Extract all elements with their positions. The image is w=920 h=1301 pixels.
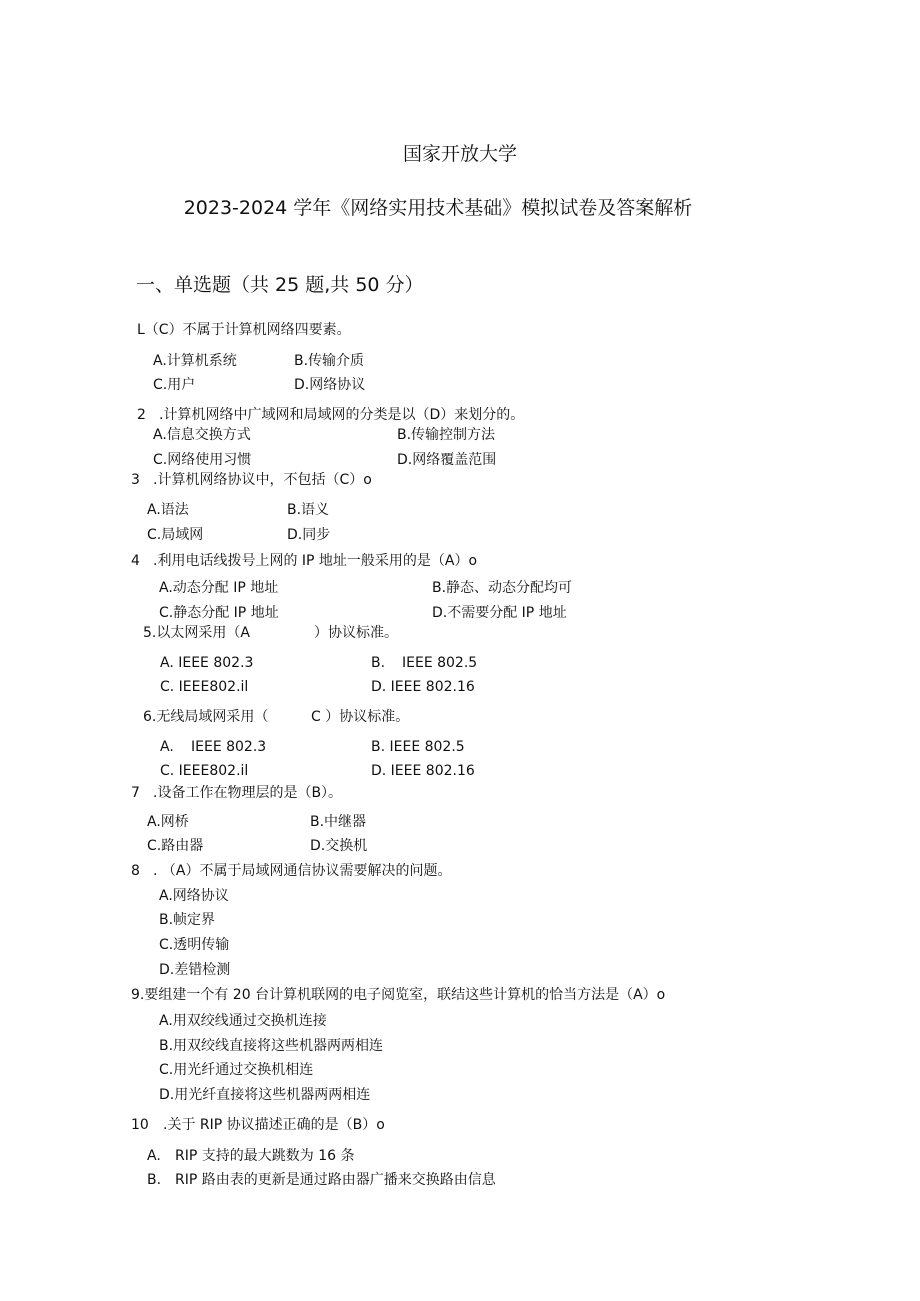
- option-b: B.传输控制方法: [397, 427, 496, 443]
- option-a: A.用双绞线通过交换机连接: [159, 1013, 327, 1029]
- question-number: 10: [131, 1117, 149, 1133]
- option-a: A.: [160, 739, 174, 755]
- option-a: A.动态分配 IP 地址: [159, 580, 279, 596]
- option-b: B.静态、动态分配均可: [432, 580, 573, 596]
- option-c: C. IEEE802.il: [160, 763, 249, 779]
- option-b-text: RIP 路由表的更新是通过路由器广播来交换路由信息: [175, 1172, 496, 1188]
- option-c: C.静态分配 IP 地址: [159, 605, 279, 621]
- question-stem: .利用电话线拨号上网的 IP 地址一般采用的是（A）o: [153, 553, 478, 569]
- question-number: 2: [137, 407, 146, 423]
- option-d: D. IEEE 802.16: [371, 763, 475, 779]
- option-d: D.差错检测: [159, 962, 231, 978]
- option-a: A.网桥: [147, 814, 189, 830]
- question-stem: .设备工作在物理层的是（B）。: [153, 785, 343, 801]
- option-b: B.中继器: [310, 814, 367, 830]
- question-number: 3: [131, 472, 140, 488]
- option-a: A.计算机系统: [153, 353, 237, 369]
- option-c: C.用户: [153, 377, 196, 393]
- exam-title: 2023-2024 学年《网络实用技术基础》模拟试卷及答案解析: [183, 197, 693, 219]
- option-d: D.同步: [287, 527, 331, 543]
- page-title: 国家开放大学: [402, 143, 517, 165]
- option-a-text: RIP 支持的最大跳数为 16 条: [175, 1148, 355, 1164]
- question-stem: .关于 RIP 协议描述正确的是（B）o: [163, 1117, 385, 1133]
- option-c: C.路由器: [147, 838, 204, 854]
- question-number: 8: [131, 863, 140, 879]
- option-d: D.网络覆盖范围: [397, 452, 497, 468]
- option-a: A.: [147, 1148, 161, 1164]
- option-d: D.网络协议: [294, 377, 366, 393]
- option-b: B.: [147, 1172, 162, 1188]
- question-number: 7: [131, 785, 140, 801]
- option-c: C.局域网: [147, 527, 204, 543]
- option-c: C.透明传输: [159, 937, 230, 953]
- question-stem-end: C ）协议标准。: [311, 709, 410, 725]
- question-stem: 5.以太网采用（A: [143, 625, 250, 641]
- option-a: A.网络协议: [159, 888, 229, 904]
- section-heading: 一、单选题（共 25 题,共 50 分）: [136, 274, 424, 296]
- option-a: A.信息交换方式: [153, 427, 251, 443]
- option-c: C.网络使用习惯: [153, 452, 252, 468]
- question-number: 4: [131, 553, 140, 569]
- option-d: D. IEEE 802.16: [371, 679, 475, 695]
- option-c: C.用光纤通过交换机相连: [159, 1062, 314, 1078]
- option-a: A.语法: [147, 502, 189, 518]
- question-stem: 6.无线局域网采用（: [143, 709, 269, 725]
- option-d: D.用光纤直接将这些机器两两相连: [159, 1087, 371, 1103]
- option-b: B. IEEE 802.5: [371, 739, 465, 755]
- option-b: B.用双绞线直接将这些机器两两相连: [159, 1038, 384, 1054]
- option-c: C. IEEE802.il: [160, 679, 249, 695]
- question-stem-end: ）协议标准。: [314, 625, 398, 641]
- question-stem: .计算机网络中广域网和局域网的分类是以（D）来划分的。: [159, 407, 525, 423]
- option-b: B.传输介质: [294, 353, 365, 369]
- option-b: B.: [371, 655, 386, 671]
- question-stem: . （A）不属于局域网通信协议需要解决的问题。: [153, 863, 452, 879]
- option-a-text: IEEE 802.3: [191, 739, 267, 755]
- option-b-text: IEEE 802.5: [402, 655, 478, 671]
- option-d: D.不需要分配 IP 地址: [432, 605, 567, 621]
- option-b: B.帧定界: [159, 912, 216, 928]
- question-stem: L（C）不属于计算机网络四要素。: [137, 322, 351, 338]
- question-stem: 9.要组建一个有 20 台计算机联网的电子阅览室，联结这些计算机的恰当方法是（A）o: [131, 987, 666, 1003]
- option-d: D.交换机: [310, 838, 368, 854]
- option-a: A. IEEE 802.3: [160, 655, 254, 671]
- option-b: B.语义: [287, 502, 330, 518]
- question-stem: .计算机网络协议中，不包括（C）o: [153, 472, 372, 488]
